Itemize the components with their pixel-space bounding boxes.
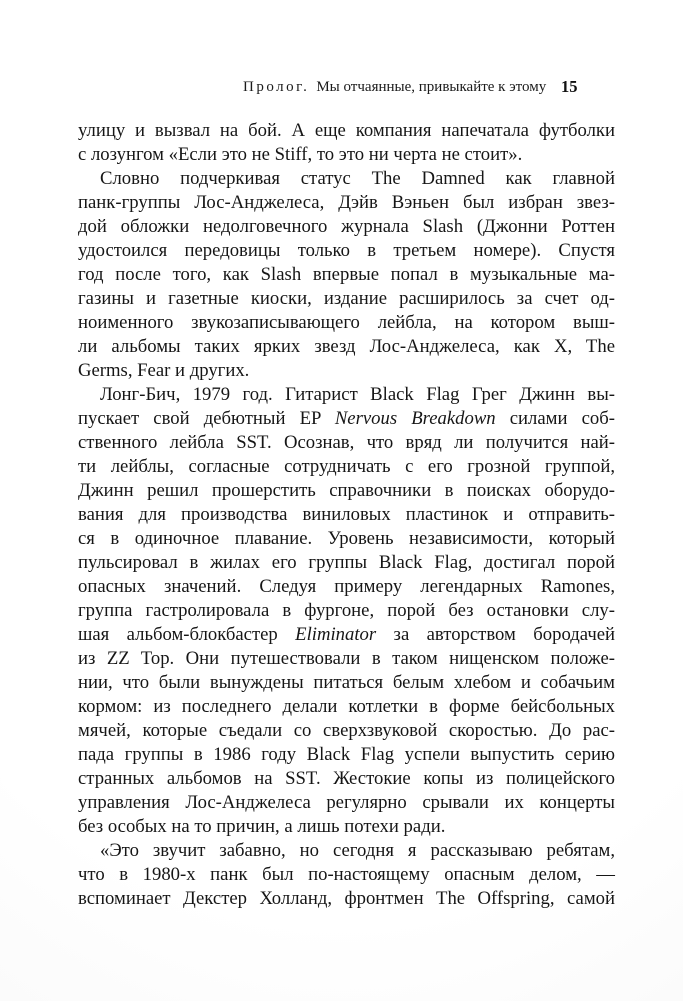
text-line [78, 887, 615, 911]
text-line [78, 215, 615, 239]
text-line [78, 287, 615, 311]
italic-text-run: Nervous Breakdown [334, 408, 496, 429]
text-run: улицу и вызвал на бой. А еще компания напечатала футболки [78, 120, 615, 141]
text-line [78, 599, 615, 623]
text-line [78, 359, 615, 383]
text-line [78, 815, 615, 839]
text-run: странных альбомов на SST. Жестокие копы из полицейского [78, 768, 615, 789]
text-line [78, 719, 615, 743]
text-run: из ZZ Top. Они путешествовали в таком нищенском положе- [78, 648, 615, 669]
text-line [78, 671, 615, 695]
text-line [78, 767, 615, 791]
text-run: группа гастролировала в фургоне, порой без остановки слу- [78, 600, 615, 621]
text-run: Словно подчеркивая статус The Damned как главной [100, 168, 615, 189]
text-run: без особых на то причин, а лишь потехи ради. [78, 816, 446, 837]
text-line [78, 743, 615, 767]
text-line [78, 191, 615, 215]
text-run: силами соб- [495, 408, 615, 429]
text-line [78, 479, 615, 503]
text-line [78, 311, 615, 335]
text-run: ся в одиночное плавание. Уровень независимости, который [78, 528, 615, 549]
text-run: газины и газетные киоски, издание расширилось за счет од- [78, 288, 615, 309]
text-run: ноименного звукозаписывающего лейбла, на котором выш- [78, 312, 615, 333]
text-run: с лозунгом «Если это не Stiff, то это ни черта не стоит». [78, 144, 523, 165]
text-line [78, 839, 615, 863]
running-head-title: Мы отчаянные, привыкайте к этому [316, 79, 547, 95]
text-line [78, 575, 615, 599]
text-run: вания для производства виниловых пластинок и отправить- [78, 504, 615, 525]
text-run: Джинн решил прошерстить справочники в поисках оборудо- [78, 480, 615, 501]
text-run: за авторством бородачей [376, 624, 616, 645]
text-line [78, 143, 615, 167]
text-run: год после того, как Slash впервые попал в музыкальные ма- [78, 264, 615, 285]
text-line [78, 863, 615, 887]
page-number: 15 [561, 77, 578, 96]
text-run: пада группы в 1986 году Black Flag успели выпустить серию [78, 744, 615, 765]
text-run: опасных значений. Следуя примеру легендарных Ramones, [78, 576, 615, 597]
text-run: нии, что были вынуждены питаться белым хлебом и собачьим [78, 672, 615, 693]
text-run: вспоминает Декстер Холланд, фронтмен The Offspring, самой [78, 888, 615, 909]
text-line [78, 791, 615, 815]
text-line [78, 263, 615, 287]
text-line [78, 455, 615, 479]
text-line [78, 431, 615, 455]
text-run: управления Лос-Анджелеса регулярно срывали их концерты [78, 792, 615, 813]
text-run: что в 1980-х панк был по-настоящему опасным делом, — [78, 864, 615, 885]
text-line [78, 239, 615, 263]
text-run: ли альбомы таких ярких звезд Лос-Анджелеса, как X, The [78, 336, 615, 357]
text-run: мячей, которые съедали со сверхзвуковой скоростью. До рас- [78, 720, 615, 741]
italic-text-run: Eliminator [295, 624, 377, 645]
text-line [78, 407, 615, 431]
text-run: Germs, Fear и других. [78, 360, 250, 381]
text-line [78, 167, 615, 191]
page-body [78, 119, 615, 911]
text-line [78, 503, 615, 527]
text-run: пускает свой дебютный EP [78, 408, 335, 429]
running-head [243, 79, 546, 96]
text-line [78, 647, 615, 671]
text-line [78, 527, 615, 551]
text-run: дой обложки недолговечного журнала Slash (Джонни Роттен [78, 216, 615, 237]
text-line [78, 383, 615, 407]
text-run: «Это звучит забавно, но сегодня я рассказываю ребятам, [100, 840, 615, 861]
text-line [78, 695, 615, 719]
text-run: шая альбом-блокбастер [78, 624, 296, 645]
running-head-section: Пролог. [243, 79, 310, 95]
text-run: Лонг-Бич, 1979 год. Гитарист Black Flag Грег Джинн вы- [100, 384, 615, 405]
text-run: кормом: из последнего делали котлетки в форме бейсбольных [78, 696, 615, 717]
text-run: удостоился передовицы только в третьем номере). Спустя [78, 240, 615, 261]
text-line [78, 551, 615, 575]
text-run: панк-группы Лос-Анджелеса, Дэйв Вэньен был избран звез- [78, 192, 615, 213]
text-run: ти лейблы, согласные сотрудничать с его грозной группой, [78, 456, 615, 477]
text-line [78, 335, 615, 359]
text-line [78, 623, 615, 647]
text-run: пульсировал в жилах его группы Black Flag, достигал порой [78, 552, 615, 573]
text-run: ственного лейбла SST. Осознав, что вряд ли получится най- [78, 432, 615, 453]
text-line [78, 119, 615, 143]
